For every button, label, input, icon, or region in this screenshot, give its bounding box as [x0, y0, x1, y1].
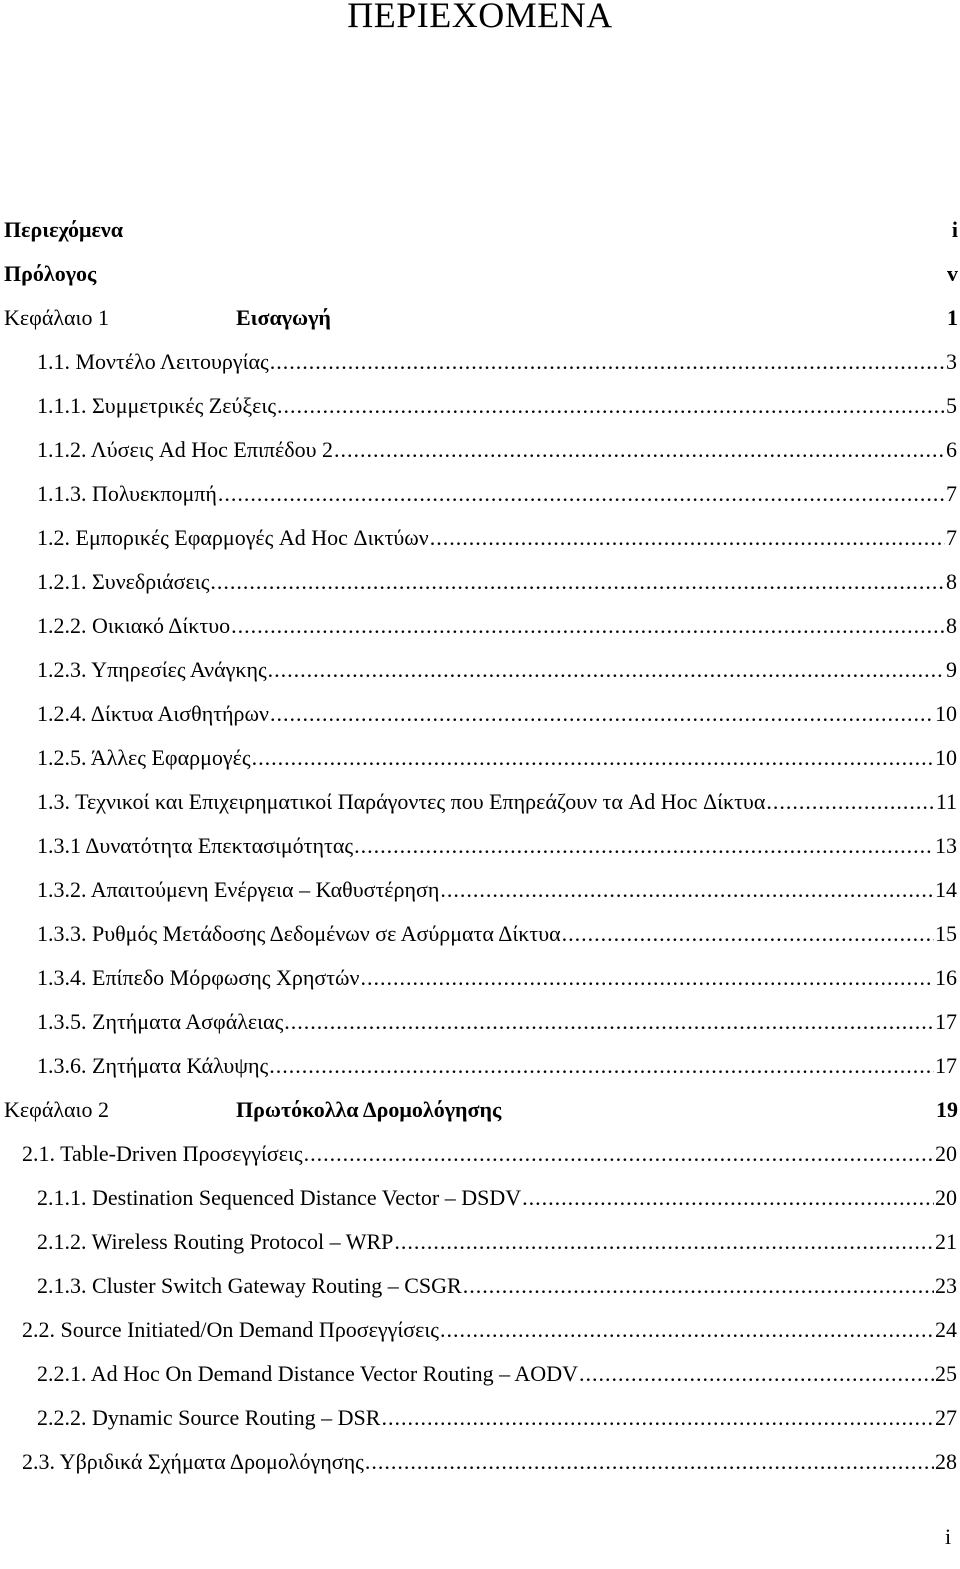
toc-entry-page: 20	[935, 1185, 957, 1210]
toc-entry-page: 21	[935, 1229, 957, 1254]
toc-entry[interactable]	[37, 655, 957, 685]
toc-entry-title: Περιεχόμενα	[4, 217, 124, 242]
chapter-title: Εισαγωγή	[236, 305, 331, 330]
toc-entry-title: 2.2.2. Dynamic Source Routing – DSR	[37, 1405, 381, 1430]
toc-entry[interactable]	[37, 479, 957, 509]
toc-entry-page: 23	[935, 1273, 957, 1298]
toc-entry-title: 1.1.2. Λύσεις Ad Hoc Επιπέδου 2	[37, 437, 333, 462]
toc-entry[interactable]	[37, 1403, 957, 1433]
toc-entry-page: 7	[946, 525, 957, 550]
toc-entry[interactable]	[37, 347, 957, 377]
toc-entry[interactable]	[22, 1447, 957, 1477]
toc-entry[interactable]	[37, 963, 957, 993]
dot-leader	[269, 1051, 934, 1081]
toc-entry[interactable]	[37, 1183, 957, 1213]
toc-entry-page: 13	[935, 833, 957, 858]
dot-leader	[365, 1447, 934, 1477]
toc-entry[interactable]	[37, 1227, 957, 1257]
toc-entry[interactable]	[37, 1359, 957, 1389]
toc-entry-page: 8	[946, 613, 957, 638]
toc-entry-title: 2.3. Υβριδικά Σχήματα Δρομολόγησης	[22, 1449, 364, 1474]
toc-entry-page: 17	[935, 1009, 957, 1034]
toc-entry-title: 1.1.3. Πολυεκπομπή	[37, 481, 217, 506]
toc-entry-title: 1.1.1. Συμμετρικές Ζεύξεις	[37, 393, 277, 418]
dot-leader	[284, 1007, 934, 1037]
toc-entry-title: 1.3. Τεχνικοί και Επιχειρηματικοί Παράγοντες που Επηρεάζουν τα Ad Hoc Δίκτυα	[37, 789, 766, 814]
toc-entry-title: 1.1. Μοντέλο Λειτουργίας	[37, 349, 269, 374]
toc-entry[interactable]	[37, 831, 957, 861]
toc-chapter-1[interactable]	[4, 303, 958, 333]
dot-leader	[231, 611, 945, 641]
toc-entry-page: v	[947, 261, 958, 286]
toc-entry[interactable]	[37, 435, 957, 465]
page-title: ΠΕΡΙΕΧΟΜΕΝΑ	[347, 0, 613, 35]
dot-leader	[522, 1183, 934, 1213]
toc-entry[interactable]	[22, 1139, 957, 1169]
toc-entry-title: 2.1. Table-Driven Προσεγγίσεις	[22, 1141, 303, 1166]
toc-entry[interactable]	[37, 391, 957, 421]
toc-entry[interactable]	[22, 1315, 957, 1345]
toc-entry[interactable]	[37, 567, 957, 597]
dot-leader	[430, 523, 945, 553]
dot-leader	[270, 699, 934, 729]
chapter-label: Κεφάλαιο 2	[4, 1097, 109, 1122]
toc-entry-title: 1.2.2. Οικιακό Δίκτυο	[37, 613, 231, 638]
toc-entry-title: 1.3.1 Δυνατότητα Επεκτασιμότητας	[37, 833, 354, 858]
toc-entry[interactable]	[37, 611, 957, 641]
toc-entry-title: 1.2.5. Άλλες Εφαρμογές	[37, 745, 251, 770]
dot-leader	[562, 919, 934, 949]
toc-entry-title: 2.1.3. Cluster Switch Gateway Routing – CSGR	[37, 1273, 462, 1298]
dot-leader	[277, 391, 945, 421]
dot-leader	[270, 347, 945, 377]
toc-entry-preface[interactable]	[4, 259, 958, 289]
toc-entry[interactable]	[37, 875, 957, 905]
toc-entry-page: 24	[935, 1317, 957, 1342]
dot-leader	[268, 655, 945, 685]
toc-entry-title: 1.3.3. Ρυθμός Μετάδοσης Δεδομένων σε Ασύρματα Δίκτυα	[37, 921, 561, 946]
toc-entry-page: i	[951, 217, 958, 242]
toc-entry[interactable]	[37, 1007, 957, 1037]
toc-entry[interactable]	[37, 919, 957, 949]
dot-leader	[394, 1227, 934, 1257]
toc-entry-page: 25	[935, 1361, 957, 1386]
toc-entry-page: 8	[946, 569, 957, 594]
dot-leader	[579, 1359, 934, 1389]
toc-entry-page: 6	[946, 437, 957, 462]
toc-entry-page: 10	[935, 745, 957, 770]
toc-entry[interactable]	[37, 699, 957, 729]
toc-entry-page: 11	[935, 789, 957, 814]
dot-leader	[440, 1315, 934, 1345]
toc-entry-title: 1.2.4. Δίκτυα Αισθητήρων	[37, 701, 269, 726]
toc-entry-page: 14	[935, 877, 957, 902]
dot-leader	[252, 743, 934, 773]
toc-entry-page: 3	[946, 349, 957, 374]
toc-entry-title: 2.2. Source Initiated/On Demand Προσεγγίσεις	[22, 1317, 439, 1342]
toc-entry-page: 20	[935, 1141, 957, 1166]
dot-leader	[766, 787, 934, 817]
dot-leader	[463, 1271, 934, 1301]
toc-entry-title: 1.3.5. Ζητήματα Ασφάλειας	[37, 1009, 284, 1034]
toc-entry-title: 2.2.1. Ad Hoc On Demand Distance Vector Routing – AODV	[37, 1361, 578, 1386]
toc-entry-contents[interactable]	[4, 215, 958, 245]
toc-entry[interactable]	[37, 1271, 957, 1301]
toc-entry[interactable]	[37, 523, 957, 553]
toc-entry-page: 5	[946, 393, 957, 418]
toc-entry-title: 2.1.2. Wireless Routing Protocol – WRP	[37, 1229, 394, 1254]
toc-entry-page: 27	[935, 1405, 957, 1430]
chapter-title: Πρωτόκολλα Δρομολόγησης	[236, 1097, 502, 1122]
toc-entry-page: 9	[946, 657, 957, 682]
dot-leader	[334, 435, 945, 465]
toc-entry[interactable]	[37, 743, 957, 773]
dot-leader	[381, 1403, 934, 1433]
toc-entry[interactable]	[37, 787, 957, 817]
dot-leader	[210, 567, 945, 597]
dot-leader	[360, 963, 934, 993]
toc-entry-title: Πρόλογος	[4, 261, 97, 286]
toc-entry-page: 15	[935, 921, 957, 946]
dot-leader	[440, 875, 934, 905]
toc-entry-title: 1.3.2. Απαιτούμενη Ενέργεια – Καθυστέρηση	[37, 877, 440, 902]
toc-entry-title: 1.3.6. Ζητήματα Κάλυψης	[37, 1053, 269, 1078]
toc-entry-title: 1.3.4. Επίπεδο Μόρφωσης Χρηστών	[37, 965, 360, 990]
toc-entry[interactable]	[37, 1051, 957, 1081]
chapter-page: 1	[947, 305, 958, 330]
toc-entry-page: 28	[935, 1449, 957, 1474]
toc-entry-title: 1.2.3. Υπηρεσίες Ανάγκης	[37, 657, 267, 682]
dot-leader	[304, 1139, 934, 1169]
page-number: i	[945, 1524, 952, 1549]
toc-entry-title: 1.2. Εμπορικές Εφαρμογές Ad Hoc Δικτύων	[37, 525, 429, 550]
toc-entry-page: 7	[946, 481, 957, 506]
toc-entry-title: 1.2.1. Συνεδριάσεις	[37, 569, 210, 594]
toc-entry-page: 17	[935, 1053, 957, 1078]
dot-leader	[218, 479, 945, 509]
toc-entry-title: 2.1.1. Destination Sequenced Distance Vector – DSDV	[37, 1185, 522, 1210]
chapter-label: Κεφάλαιο 1	[4, 305, 109, 330]
toc-entry-page: 16	[935, 965, 957, 990]
toc-chapter-2[interactable]	[4, 1095, 958, 1125]
toc-entry-page: 10	[935, 701, 957, 726]
dot-leader	[354, 831, 934, 861]
chapter-page: 19	[936, 1097, 958, 1122]
